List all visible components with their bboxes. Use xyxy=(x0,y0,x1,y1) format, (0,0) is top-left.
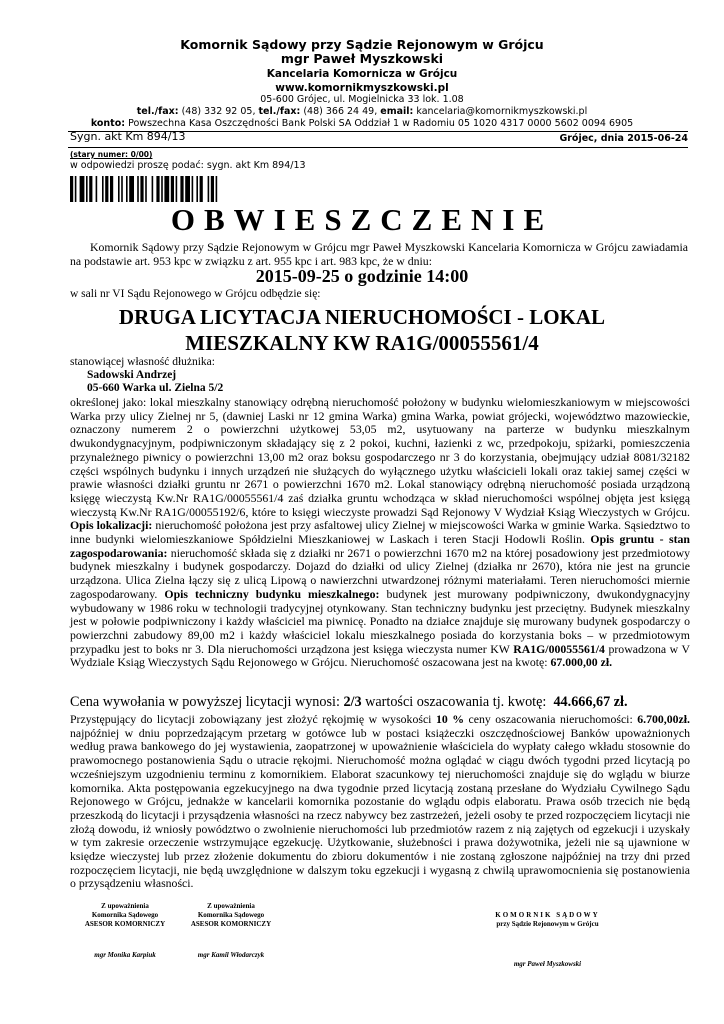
barcode-bar xyxy=(110,176,113,202)
barcode-bar xyxy=(121,176,123,202)
desc-part4: budynek jest murowany podpiwniczony, dwukondygnacyjny wybudowany w 1986 roku w technologii tradycyjnej otynkowany. Stan techniczny budynku jest przeciętny. Budynek mieszkalny jest w połowie podpiwniczony i każdy właściciel ma piwnicę. Ponadto na działce znajduje się murowany budynek gospodarczy o powierzchni zabudowy 89,00 m2 i każdy właściciel lokalu mieszkalnego posiada do korzystania boks – w przedmiotowym przypadku jest to boks nr 3. Dla nieruchomości urządzona jest księga wieczysta numer KW xyxy=(70,586,691,656)
barcode-bar xyxy=(105,176,108,202)
terms-part2: ceny oszacowania nieruchomości: xyxy=(468,712,633,726)
barcode-bar xyxy=(145,176,147,202)
header-bailiff-name: mgr Paweł Myszkowski xyxy=(280,51,444,66)
tel-label: tel./fax: xyxy=(136,106,179,117)
desc-part3: nieruchomość składa się z działki nr 2671 o powierzchni 1670 m2 na której posadowiony jest przedmiotowy budynek mieszkalny i budynek gospodarczy. Dojazd do działki od ulicy Zielnej (działka nr 2670), która nie jest na gruncie urządzona. Ulica Zielna łączy się z ulicą Lipową o nawierzchni utwardzonej różnymi materiałami. Teren nieruchomości miernie zagospodarowany. xyxy=(70,545,690,601)
case-reference: Sygn. akt Km 894/13 xyxy=(70,130,186,143)
barcode-bar xyxy=(140,176,143,202)
email-value: kancelaria@komornikmyszkowski.pl xyxy=(416,106,588,117)
barcode-bar xyxy=(118,176,120,202)
price-amount: 44.666,67 zł. xyxy=(553,694,628,710)
location-label: Opis lokalizacji: xyxy=(70,518,153,533)
barcode-bar xyxy=(89,176,92,202)
document-date: Grójec, dnia 2015-06-24 xyxy=(559,133,688,144)
sig1-line1: Z upoważnienia xyxy=(101,902,149,910)
email-label: email: xyxy=(380,106,414,117)
barcode-bar xyxy=(70,176,73,202)
desc-part1: określonej jako: lokal mieszkalny stanowiący odrębną nieruchomość położony w budynku wielomieszkaniowym w miejscowości Warka przy ulicy Zielnej nr 5, (dawniej Laski nr 12 gmina Warka) gmina Warka, powiat grójecki, województwo mazowieckie, oznaczony numerem 2 o powierzchni użytkowej 53,05 m2, usytuowany na parterze w budynku mieszkalnym dwukondygnacyjnym, podpiwniczonym składający się z 2 pokoi, kuchni, łazienki z wc, przedpokoju, spiżarki, pomieszczenia przynależnego piwnicy o powierzchni 13,00 m2 oraz boksu gospodarczego nr 3 do korzystania, obejmujący udział 8081/32182 części wspólnych budynku i innych urządzeń nie służących do wyłącznego użytku właścicieli lokali oraz takiej samej części w prawie własności działki gruntu nr 2671 o powierzchni 1670 m2. Lokal stanowiący odrębną nieruchomość posiada urządzoną księgę wieczystą Kw.Nr RA1G/00055561/4 zaś działka gruntu wchodząca w skład nieruchomości wspólnej objęta jest księgą wieczystą Kw.Nr RA1G/00055192/6, które to księgi wieczyste prowadzi Sąd Rejonowy V Wydział Ksiąg Wieczystych w Grójcu. xyxy=(70,395,690,519)
header-bank-account xyxy=(0,119,724,130)
price-fraction: 2/3 xyxy=(343,694,362,710)
sig2-line1: Z upoważnienia xyxy=(207,902,255,910)
barcode-bar xyxy=(176,176,178,202)
header-address: 05-600 Grójec, ul. Mogielnicka 33 lok. 1.08 xyxy=(260,94,464,105)
sig3-line1: KOMORNIK SĄDOWY xyxy=(495,911,600,919)
barcode-bar xyxy=(216,176,218,202)
barcode-bar xyxy=(196,176,198,202)
header-court: Komornik Sądowy przy Sądzie Rejonowym w Grójcu xyxy=(180,37,544,52)
estimated-value: 67.000,00 zł. xyxy=(550,655,613,670)
tel-value: (48) 332 92 05, xyxy=(181,106,256,117)
land-label: Opis gruntu - stan zagospodarowania: xyxy=(70,532,690,560)
auction-title-line1: DRUGA LICYTACJA NIERUCHOMOŚCI - LOKAL xyxy=(118,305,606,329)
barcode-bar xyxy=(86,176,88,202)
desc-part2: nieruchomość położona jest przy asfaltowej ulicy Zielnej w miejscowości Warka w gminie Warka. Sąsiedztwo to inne budynki wielomieszkaniowe Spółdzielni Mieszkaniowej w Laskach i teren Stacji Hodowli Roślin. xyxy=(70,518,691,547)
barcode-bar xyxy=(137,176,139,202)
barcode-bar xyxy=(156,176,159,202)
tel2-label: tel./fax: xyxy=(258,106,301,117)
sig2-name: mgr Kamil Włodarczyk xyxy=(197,951,265,959)
price-prefix: Cena wywołania w powyższej licytacji wynosi: xyxy=(70,694,340,710)
owner-address: 05-660 Warka ul. Zielna 5/2 xyxy=(87,382,224,394)
deposit-percent: 10 % xyxy=(435,712,465,726)
terms-part3: najpóźniej w dniu poprzedzającym przetarg w gotówce lub w postaci książeczki oszczędnościowej Banków upoważnionych według prawa bankowego do jej wystawienia, zaopatrzonej w upoważnienie właściciela do wypłaty całego wkładu stosownie do prawomocnego postanowienia Sądu o utracie rękojmi. Nieruchomość można oglądać w ciągu dwóch tygodni przed licytacją po wcześniejszym uzgodnieniu terminu z komornikiem. Elaborat szacunkowy tej nieruchomości znajduje się do wglądu w biurze komornika. Akta postępowania egzekucyjnego na dwa tygodnie przed licytacją zostaną przesłane do Wydziału Cywilnego Sądu Rejonowego w Grójcu, jednakże w kancelarii komornika pozostanie do wglądu odpis elaboratu. Prawa osób trzecich nie będą przeszkodą do licytacji i przysądzenia własności na rzecz nabywcy bez zastrzeżeń, jeżeli osoby te przed rozpoczęciem licytacji nie złożą dowodu, iż wniosły powództwo o zwolnienie nieruchomości lub przedmiotów razem z nią zajętych od egzekucji i uzyskały w tym zakresie orzeczenie wstrzymujące egzekucję. Użytkowanie, służebności i prawa dożywotnika, jeżeli nie są ujawnione w księdze wieczystej lub przez złożenie dokumentu do zbioru dokumentów i nie zostaną zgłoszone najpóźniej na trzy dni przed rozpoczęciem licytacji, nie będą uwzględnione w dalszym toku egzekucji i wygasną z chwilą uprawomocnienia się postanowienia o przysądzeniu własności. xyxy=(70,725,690,891)
desc-part5: prowadzona w V Wydziale Ksiąg Wieczystych Sądu Rejonowego w Grójcu. Nieruchomość oszacowana jest na kwotę: xyxy=(70,641,691,670)
auction-location: w sali nr VI Sądu Rejonowego w Grójcu odbędzie się: xyxy=(70,288,321,300)
barcode-bar xyxy=(129,176,134,202)
konto-value: Powszechna Kasa Oszczędności Bank Polski SA Oddział 1 w Radomiu 05 1020 4317 0000 5602 0094 6905 xyxy=(128,118,634,129)
barcode-bar xyxy=(180,176,183,202)
barcode-bar xyxy=(208,176,210,202)
starting-price xyxy=(70,694,690,711)
barcode-bar xyxy=(185,176,190,202)
signature-assessor-1 xyxy=(70,902,180,960)
property-description xyxy=(70,396,690,670)
auction-datetime: 2015-09-25 o godzinie 14:00 xyxy=(255,266,469,286)
technical-label: Opis techniczny budynku mieszkalnego: xyxy=(164,586,380,601)
barcode-bar xyxy=(200,176,203,202)
header-contact xyxy=(0,107,724,118)
auction-title-line2: MIESZKALNY KW RA1G/00055561/4 xyxy=(185,331,539,355)
barcode-bar xyxy=(152,176,154,202)
konto-label: konto: xyxy=(90,118,126,129)
document-title: OBWIESZCZENIE xyxy=(170,202,554,237)
terms-part1: Przystępujący do licytacji zobowiązany jest złożyć rękojmię w wysokości xyxy=(70,712,432,726)
barcode-bar xyxy=(75,176,77,202)
barcode-bar xyxy=(80,176,85,202)
owner-label: stanowiącej własność dłużnika: xyxy=(70,356,215,368)
old-number: (stary numer: 0/00) xyxy=(70,150,153,159)
signature-assessor-2 xyxy=(176,902,286,960)
sig1-line3: ASESOR KOMORNICZY xyxy=(84,920,166,928)
sig2-line3: ASESOR KOMORNICZY xyxy=(190,920,272,928)
auction-terms xyxy=(70,713,690,891)
barcode-bar xyxy=(96,176,98,202)
barcode xyxy=(70,176,270,202)
price-middle: wartości oszacowania tj. kwotę: xyxy=(365,694,547,710)
reply-reference: w odpowiedzi proszę podać: sygn. akt Km 894/13 xyxy=(70,160,306,171)
signature-bailiff xyxy=(480,911,615,969)
barcode-bar xyxy=(161,176,163,202)
header-office: Kancelaria Komornicza w Grójcu xyxy=(266,68,458,80)
sig1-line2: Komornika Sądowego xyxy=(91,911,159,919)
barcode-bar xyxy=(211,176,214,202)
sig3-line2: przy Sądzie Rejonowym w Grójcu xyxy=(496,920,599,928)
deposit-amount: 6.700,00zł. xyxy=(637,712,690,726)
intro-paragraph: Komornik Sądowy przy Sądzie Rejonowym w Grójcu mgr Paweł Myszkowski Kancelaria Komornicza w Grójcu zawiadamia na podstawie art. 953 kpc w związku z art. 955 kpc i art. 983 kpc, że w dniu: xyxy=(70,240,688,268)
reference-divider xyxy=(68,147,688,148)
tel2-value: (48) 366 24 49, xyxy=(303,106,378,117)
sig3-name: mgr Paweł Myszkowski xyxy=(513,960,582,968)
land-register-number: RA1G/00055561/4 xyxy=(513,641,605,656)
barcode-bar xyxy=(102,176,104,202)
sig1-name: mgr Monika Karpiuk xyxy=(94,951,156,959)
sig2-line2: Komornika Sądowego xyxy=(197,911,265,919)
barcode-bar xyxy=(192,176,194,202)
barcode-bar xyxy=(171,176,174,202)
header-website: www.komornikmyszkowski.pl xyxy=(275,82,449,94)
barcode-bar xyxy=(126,176,128,202)
owner-name: Sadowski Andrzej xyxy=(87,369,177,381)
barcode-bar xyxy=(164,176,169,202)
